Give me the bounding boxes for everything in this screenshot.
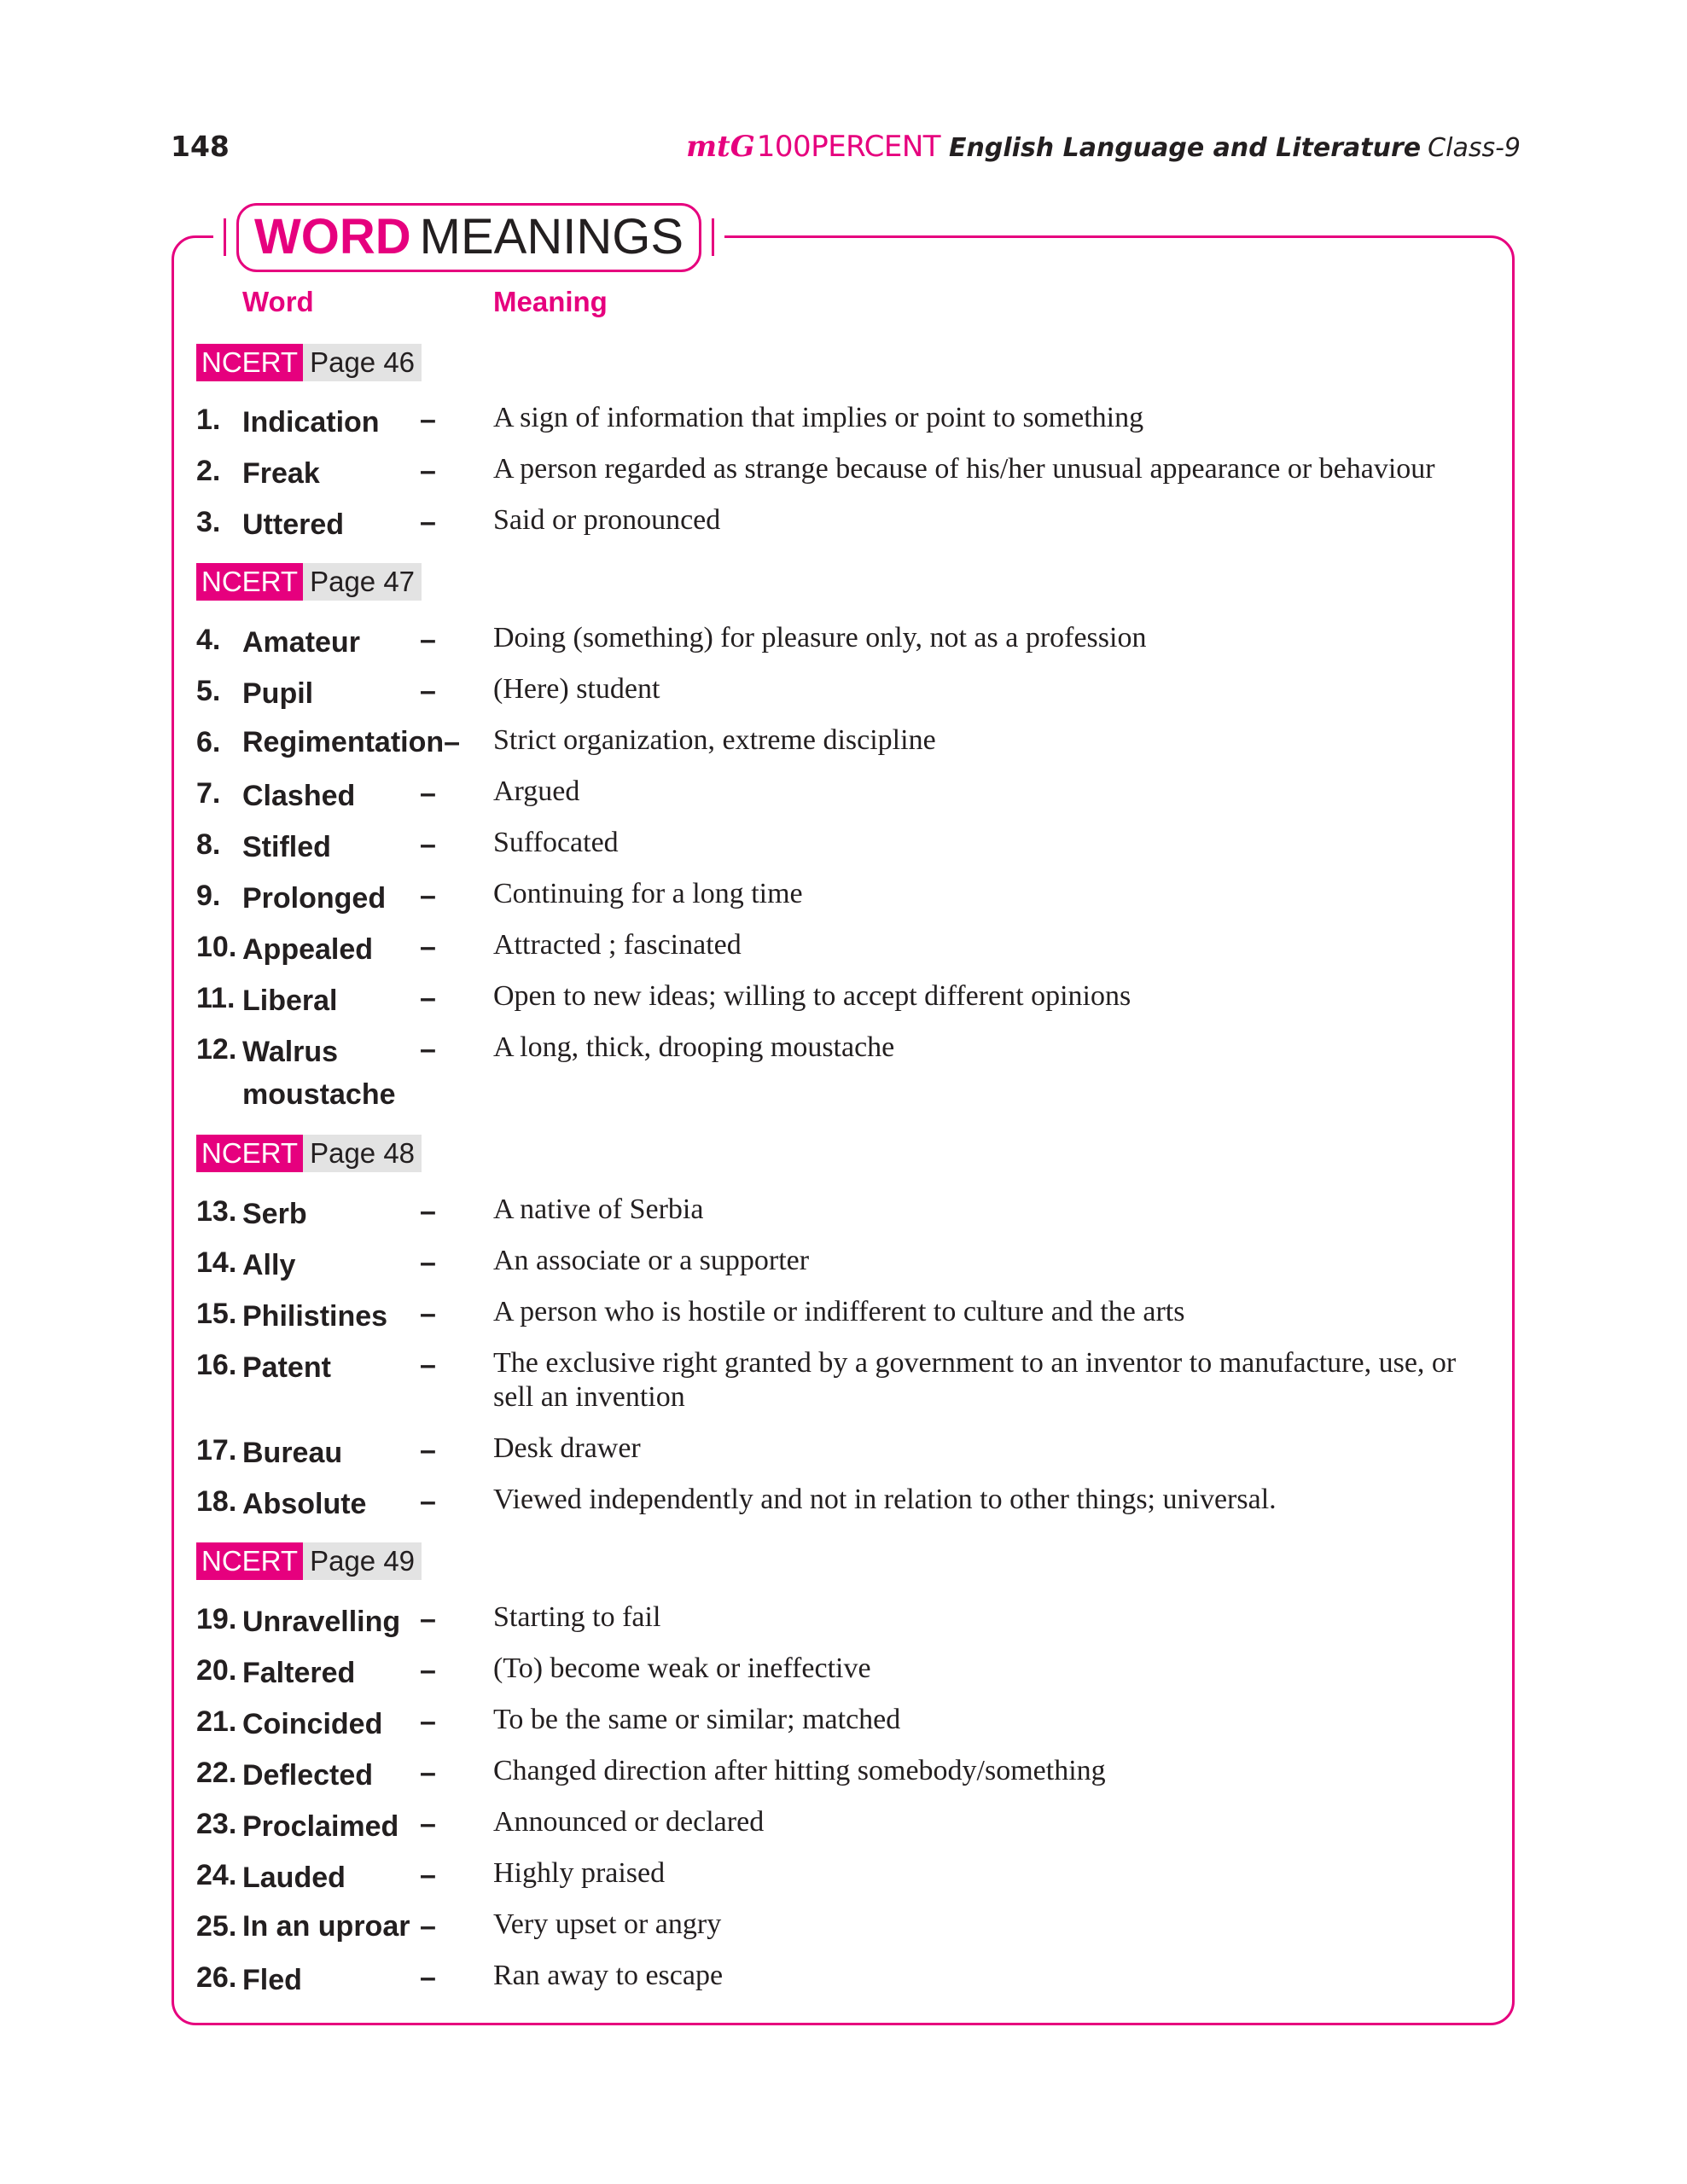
entry-meaning: Strict organization, extreme discipline bbox=[493, 724, 936, 756]
list-item bbox=[196, 928, 1493, 979]
entry-dash: – bbox=[420, 1859, 436, 1891]
entry-number: 16. bbox=[196, 1349, 237, 1381]
entry-meaning: The exclusive right granted by a government to an inventor to manufacture, use, or sell an invention bbox=[493, 1347, 1457, 1413]
entry-meaning: Desk drawer bbox=[493, 1432, 641, 1464]
entry-dash: – bbox=[420, 1298, 436, 1330]
entry-meaning: Attracted ; fascinated bbox=[493, 929, 742, 961]
entry-word: Appealed bbox=[242, 933, 374, 966]
entry-word: Regimentation– bbox=[242, 726, 461, 758]
entry-word: Coincided bbox=[242, 1708, 383, 1740]
page-label: Page 46 bbox=[303, 344, 422, 381]
class-label: Class-9 bbox=[1428, 133, 1521, 163]
entry-number: 5. bbox=[196, 675, 221, 707]
entry-dash: – bbox=[420, 1808, 436, 1840]
entry-meaning: A person regarded as strange because of his/her unusual appearance or behaviour bbox=[493, 453, 1435, 485]
list-item bbox=[196, 1346, 1493, 1418]
entry-word: Proclaimed bbox=[242, 1810, 399, 1843]
list-item bbox=[196, 826, 1493, 877]
entry-word: Deflected bbox=[242, 1759, 374, 1792]
series-name: 100PERCENT bbox=[756, 130, 941, 164]
entry-word: Patent bbox=[242, 1351, 331, 1384]
entry-dash: – bbox=[420, 777, 436, 810]
entry-meaning: Very upset or angry bbox=[493, 1908, 722, 1940]
entry-meaning: A long, thick, drooping moustache bbox=[493, 1031, 895, 1063]
entry-meaning: (Here) student bbox=[493, 673, 660, 705]
entry-number: 13. bbox=[196, 1195, 237, 1228]
entry-word: Unravelling bbox=[242, 1606, 401, 1638]
entry-number: 19. bbox=[196, 1603, 237, 1635]
entry-word: Philistines bbox=[242, 1300, 388, 1333]
entry-word: Clashed bbox=[242, 780, 356, 812]
entry-number: 26. bbox=[196, 1961, 237, 1994]
ncert-page-tag bbox=[196, 1135, 422, 1172]
ncert-label: NCERT bbox=[196, 1542, 303, 1580]
entry-meaning: Changed direction after hitting somebody/something bbox=[493, 1755, 1106, 1786]
entry-number: 24. bbox=[196, 1859, 237, 1891]
entry-dash: – bbox=[420, 404, 436, 436]
list-item bbox=[196, 1959, 1493, 2010]
entry-word: Walrus moustache bbox=[242, 1036, 396, 1111]
list-item bbox=[196, 1031, 1493, 1119]
entry-dash: – bbox=[420, 880, 436, 912]
list-item bbox=[196, 1193, 1493, 1244]
entry-dash: – bbox=[420, 982, 436, 1014]
entry-dash: – bbox=[420, 1195, 436, 1228]
entry-meaning: To be the same or similar; matched bbox=[493, 1704, 901, 1735]
entry-number: 4. bbox=[196, 624, 221, 656]
list-item bbox=[196, 1483, 1493, 1534]
entry-dash: – bbox=[420, 506, 436, 538]
page-number: 148 bbox=[171, 130, 230, 163]
entry-number: 12. bbox=[196, 1033, 237, 1066]
entry-word: Liberal bbox=[242, 985, 338, 1017]
entry-word: Ally bbox=[242, 1249, 296, 1281]
entry-number: 20. bbox=[196, 1654, 237, 1687]
list-item bbox=[196, 775, 1493, 826]
entry-meaning: Argued bbox=[493, 775, 580, 807]
entry-number: 18. bbox=[196, 1485, 237, 1518]
entry-meaning: Starting to fail bbox=[493, 1601, 661, 1633]
entry-dash: – bbox=[420, 1910, 436, 1943]
column-head-word: Word bbox=[242, 286, 314, 317]
entry-number: 2. bbox=[196, 455, 221, 487]
column-head-meaning: Meaning bbox=[493, 286, 608, 317]
entry-number: 11. bbox=[196, 982, 236, 1014]
entry-meaning: Announced or declared bbox=[493, 1806, 765, 1838]
entry-number: 6. bbox=[196, 726, 221, 758]
entry-number: 14. bbox=[196, 1246, 237, 1279]
page-label: Page 49 bbox=[303, 1542, 422, 1580]
entry-meaning: Doing (something) for pleasure only, not as a profession bbox=[493, 622, 1147, 653]
entry-number: 25. bbox=[196, 1910, 237, 1943]
entry-word: Amateur bbox=[242, 626, 360, 659]
list-item bbox=[196, 1754, 1493, 1805]
entry-dash: – bbox=[420, 1033, 436, 1066]
entry-word: Fled bbox=[242, 1964, 302, 1996]
list-item bbox=[196, 1295, 1493, 1346]
list-item bbox=[196, 1703, 1493, 1754]
list-item bbox=[196, 1805, 1493, 1856]
page-label: Page 47 bbox=[303, 563, 422, 601]
entry-word: Bureau bbox=[242, 1437, 343, 1469]
entry-meaning: Ran away to escape bbox=[493, 1960, 724, 1991]
entry-word: Uttered bbox=[242, 508, 345, 541]
title-pill bbox=[236, 203, 701, 272]
entry-word: In an uproar bbox=[242, 1910, 410, 1943]
entry-word: Indication bbox=[242, 406, 380, 439]
entry-dash: – bbox=[420, 931, 436, 963]
entry-dash: – bbox=[420, 675, 436, 707]
entry-number: 15. bbox=[196, 1298, 237, 1330]
section-title bbox=[213, 203, 724, 271]
entry-meaning: A native of Serbia bbox=[493, 1194, 704, 1225]
list-item bbox=[196, 1432, 1493, 1483]
list-item bbox=[196, 1856, 1493, 1908]
entry-word: Faltered bbox=[242, 1657, 356, 1689]
entry-word: Freak bbox=[242, 457, 320, 490]
entry-meaning: A sign of information that implies or point to something bbox=[493, 402, 1144, 433]
list-item bbox=[196, 401, 1493, 452]
entry-meaning: Highly praised bbox=[493, 1857, 666, 1889]
entry-dash: – bbox=[420, 1961, 436, 1994]
entry-number: 1. bbox=[196, 404, 221, 436]
ncert-label: NCERT bbox=[196, 1135, 303, 1172]
entry-dash: – bbox=[420, 1603, 436, 1635]
entry-number: 23. bbox=[196, 1808, 237, 1840]
list-item bbox=[196, 1652, 1493, 1703]
entry-dash: – bbox=[420, 1757, 436, 1789]
subject-name: English Language and Literature bbox=[949, 133, 1422, 163]
mtg-logo: mtG bbox=[686, 130, 755, 164]
list-item bbox=[196, 621, 1493, 672]
ncert-label: NCERT bbox=[196, 344, 303, 381]
entry-dash: – bbox=[420, 1654, 436, 1687]
entry-dash: – bbox=[420, 1485, 436, 1518]
entry-word: Serb bbox=[242, 1198, 307, 1230]
entry-dash: – bbox=[420, 624, 436, 656]
page-label: Page 48 bbox=[303, 1135, 422, 1172]
entry-dash: – bbox=[420, 828, 436, 861]
entry-word: Absolute bbox=[242, 1488, 367, 1520]
ncert-page-tag bbox=[196, 1542, 422, 1580]
entry-meaning: Continuing for a long time bbox=[493, 878, 803, 909]
entry-number: 8. bbox=[196, 828, 221, 861]
list-item bbox=[196, 1600, 1493, 1652]
ncert-page-tag bbox=[196, 563, 422, 601]
entry-meaning: Said or pronounced bbox=[493, 504, 721, 536]
ncert-label: NCERT bbox=[196, 563, 303, 601]
running-header bbox=[171, 126, 1521, 177]
entry-number: 22. bbox=[196, 1757, 237, 1789]
list-item bbox=[196, 723, 1493, 775]
entry-meaning: A person who is hostile or indifferent to culture and the arts bbox=[493, 1296, 1185, 1327]
list-item bbox=[196, 979, 1493, 1031]
entry-number: 7. bbox=[196, 777, 221, 810]
list-item bbox=[196, 1908, 1493, 1959]
entry-word: Lauded bbox=[242, 1862, 346, 1894]
entry-word: Pupil bbox=[242, 677, 314, 710]
list-item bbox=[196, 503, 1493, 555]
entry-dash: – bbox=[420, 1349, 436, 1381]
entry-number: 9. bbox=[196, 880, 221, 912]
entry-dash: – bbox=[420, 1705, 436, 1738]
title-bracket-right bbox=[712, 218, 714, 256]
entry-number: 3. bbox=[196, 506, 221, 538]
entry-meaning: Open to new ideas; willing to accept different opinions bbox=[493, 980, 1131, 1012]
publication-title bbox=[686, 128, 1521, 167]
entry-dash: – bbox=[420, 1434, 436, 1467]
entry-number: 17. bbox=[196, 1434, 237, 1467]
ncert-page-tag bbox=[196, 344, 422, 381]
list-item bbox=[196, 452, 1493, 503]
entry-meaning: Suffocated bbox=[493, 827, 619, 858]
entry-number: 10. bbox=[196, 931, 237, 963]
entry-meaning: (To) become weak or ineffective bbox=[493, 1653, 871, 1684]
entry-word: Stifled bbox=[242, 831, 331, 863]
title-bracket-left bbox=[224, 218, 226, 256]
title-word: WORD bbox=[254, 208, 411, 264]
title-meanings: MEANINGS bbox=[419, 208, 684, 264]
list-item bbox=[196, 1244, 1493, 1295]
entry-dash: – bbox=[420, 1246, 436, 1279]
entry-meaning: Viewed independently and not in relation to other things; universal. bbox=[493, 1484, 1277, 1515]
entry-dash: – bbox=[420, 455, 436, 487]
list-item bbox=[196, 672, 1493, 723]
entry-word: Prolonged bbox=[242, 882, 387, 915]
list-item bbox=[196, 877, 1493, 928]
entry-meaning: An associate or a supporter bbox=[493, 1245, 810, 1276]
entry-number: 21. bbox=[196, 1705, 237, 1738]
